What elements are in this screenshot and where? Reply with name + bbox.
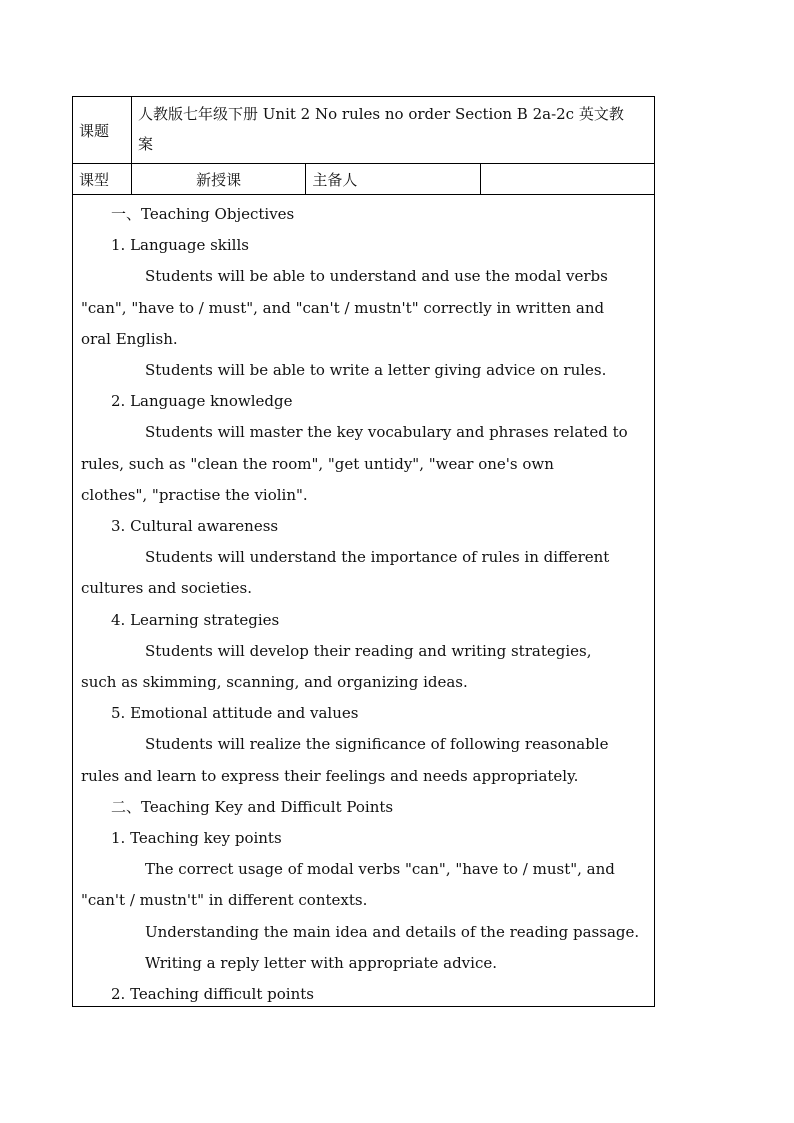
paragraph-line: such as skimming, scanning, and organizing ideas. (81, 673, 468, 692)
type-label: 课型 (73, 164, 132, 195)
preparer-label: 主备人 (306, 164, 480, 195)
paragraph-line: "can", "have to / must", and "can't / mustn't" correctly in written and (81, 298, 605, 317)
subheading-key-points: 1. Teaching key points (111, 829, 282, 848)
paragraph-line: clothes", "practise the violin". (81, 485, 308, 504)
paragraph-line: Writing a reply letter with appropriate advice. (145, 953, 498, 972)
title-line-1: 人教版七年级下册 Unit 2 No rules no order Section B 2a-2c 英文教 (138, 105, 624, 123)
paragraph-line: Students will be able to understand and use the modal verbs (145, 267, 608, 286)
title-row (73, 97, 655, 164)
section-heading-key-points: 二、Teaching Key and Difficult Points (111, 797, 394, 816)
subheading-emotional-attitude: 5. Emotional attitude and values (111, 704, 359, 723)
subheading-cultural-awareness: 3. Cultural awareness (111, 517, 279, 536)
paragraph-line: "can't / mustn't" in different contexts. (81, 891, 368, 910)
paragraph-line: cultures and societies. (81, 579, 253, 598)
paragraph-line: rules, such as "clean the room", "get untidy", "wear one's own (81, 454, 554, 473)
content-body (81, 199, 646, 1006)
paragraph-line: Students will develop their reading and writing strategies, (145, 641, 592, 660)
paragraph-line: oral English. (81, 329, 178, 348)
title-label: 课题 (73, 97, 132, 164)
paragraph-line: Students will understand the importance of rules in different (145, 548, 610, 567)
subheading-language-skills: 1. Language skills (111, 236, 249, 255)
preparer-value (480, 164, 654, 195)
content-row (73, 195, 655, 1007)
paragraph-line: Students will realize the significance of following reasonable (145, 735, 609, 754)
paragraph-line: Understanding the main idea and details of the reading passage. (145, 922, 640, 941)
paragraph-line: Students will be able to write a letter giving advice on rules. (145, 361, 607, 380)
title-value (132, 97, 655, 164)
lesson-plan-table (72, 96, 655, 1007)
subheading-language-knowledge: 2. Language knowledge (111, 392, 293, 411)
content-cell (73, 195, 655, 1007)
paragraph-line: Students will master the key vocabulary and phrases related to (145, 423, 628, 442)
paragraph-line: rules and learn to express their feelings and needs appropriately. (81, 766, 579, 785)
subheading-learning-strategies: 4. Learning strategies (111, 610, 280, 629)
type-value: 新授课 (132, 164, 306, 195)
section-heading-objectives: 一、Teaching Objectives (111, 205, 295, 223)
subheading-difficult-points: 2. Teaching difficult points (111, 985, 314, 1004)
type-row (73, 164, 655, 195)
title-line-2: 案 (138, 135, 154, 153)
paragraph-line: The correct usage of modal verbs "can", "have to / must", and (145, 860, 615, 879)
